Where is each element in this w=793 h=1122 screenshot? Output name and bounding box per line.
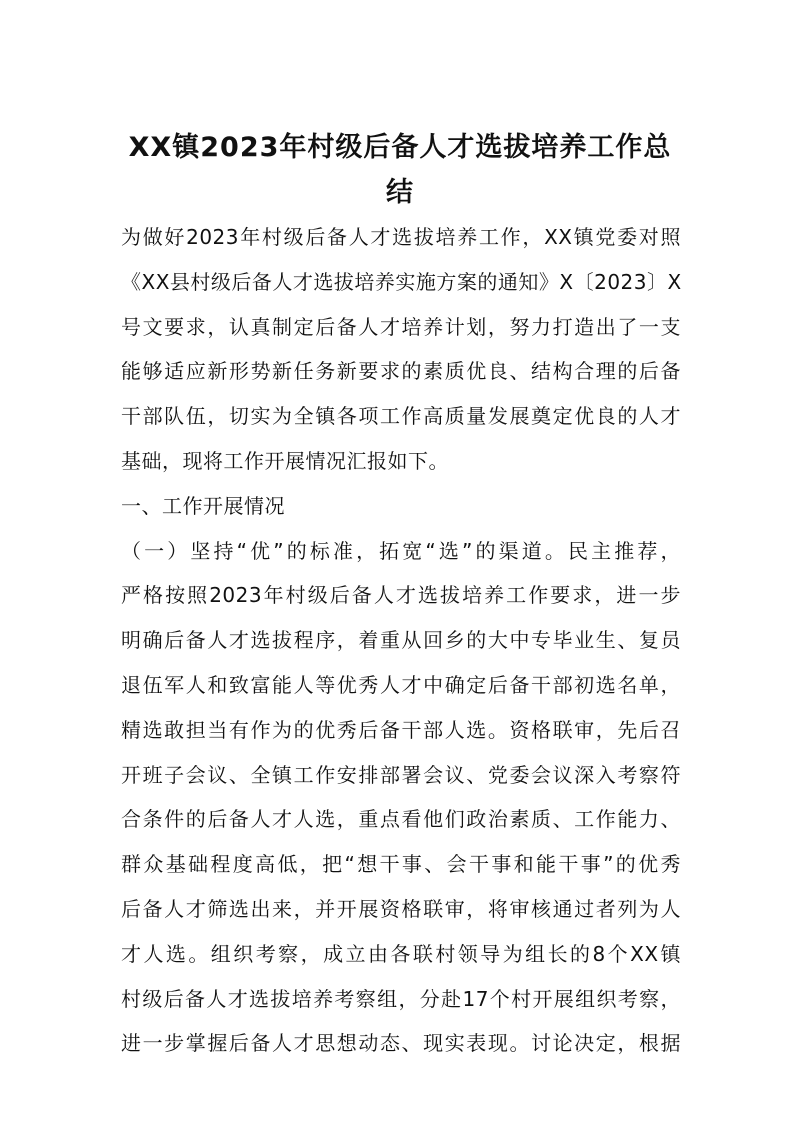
text-line: 《XX县村级后备人才选拔培养实施方案的通知》X〔2023〕X [121,269,682,294]
section-heading [121,484,681,529]
text-line: 群众基础程度高低，把“想干事、会干事和能干事”的优秀 [121,852,681,877]
text-line: 开班子会议、全镇工作安排部署会议、党委会议深入考察符 [121,762,681,787]
paragraph-intro [121,215,681,484]
text-line: 基础，现将工作开展情况汇报如下。 [121,448,449,473]
text-line: （一）坚持“优”的标准，拓宽“选”的渠道。民主推荐， [121,538,681,563]
text-line: 精选敢担当有作为的优秀后备干部人选。资格联审，先后召 [121,717,681,742]
text-line: 干部队伍，切实为全镇各项工作高质量发展奠定优良的人才 [121,404,681,429]
text-line: 后备人才筛选出来，并开展资格联审，将审核通过者列为人 [121,896,681,921]
text-line: 村级后备人才选拔培养考察组，分赴17个村开展组织考察， [121,986,681,1011]
text-line: 号文要求，认真制定后备人才培养计划，努力打造出了一支 [121,314,681,339]
text-line: 才人选。组织考察，成立由各联村领导为组长的8个XX镇 [121,941,681,966]
document-title-line-2: 结 [386,177,414,208]
text-line: 能够适应新形势新任务新要求的素质优良、结构合理的后备 [121,359,681,384]
section-heading-text: 一、工作开展情况 [121,493,285,518]
text-line: 进一步掌握后备人才思想动态、现实表现。讨论决定，根据 [121,1031,681,1056]
document-body [121,215,681,1066]
document-title-line-1: XX镇2023年村级后备人才选拔培养工作总 [128,132,672,163]
paragraph-section-1 [121,529,681,1067]
text-line: 明确后备人才选拔程序，着重从回乡的大中专毕业生、复员 [121,628,681,653]
text-line: 退伍军人和致富能人等优秀人才中确定后备干部初选名单， [121,672,681,697]
text-line: 合条件的后备人才人选，重点看他们政治素质、工作能力、 [121,807,681,832]
text-line: 为做好2023年村级后备人才选拔培养工作，XX镇党委对照 [121,225,681,249]
text-line: 严格按照2023年村级后备人才选拔培养工作要求，进一步 [121,583,681,608]
